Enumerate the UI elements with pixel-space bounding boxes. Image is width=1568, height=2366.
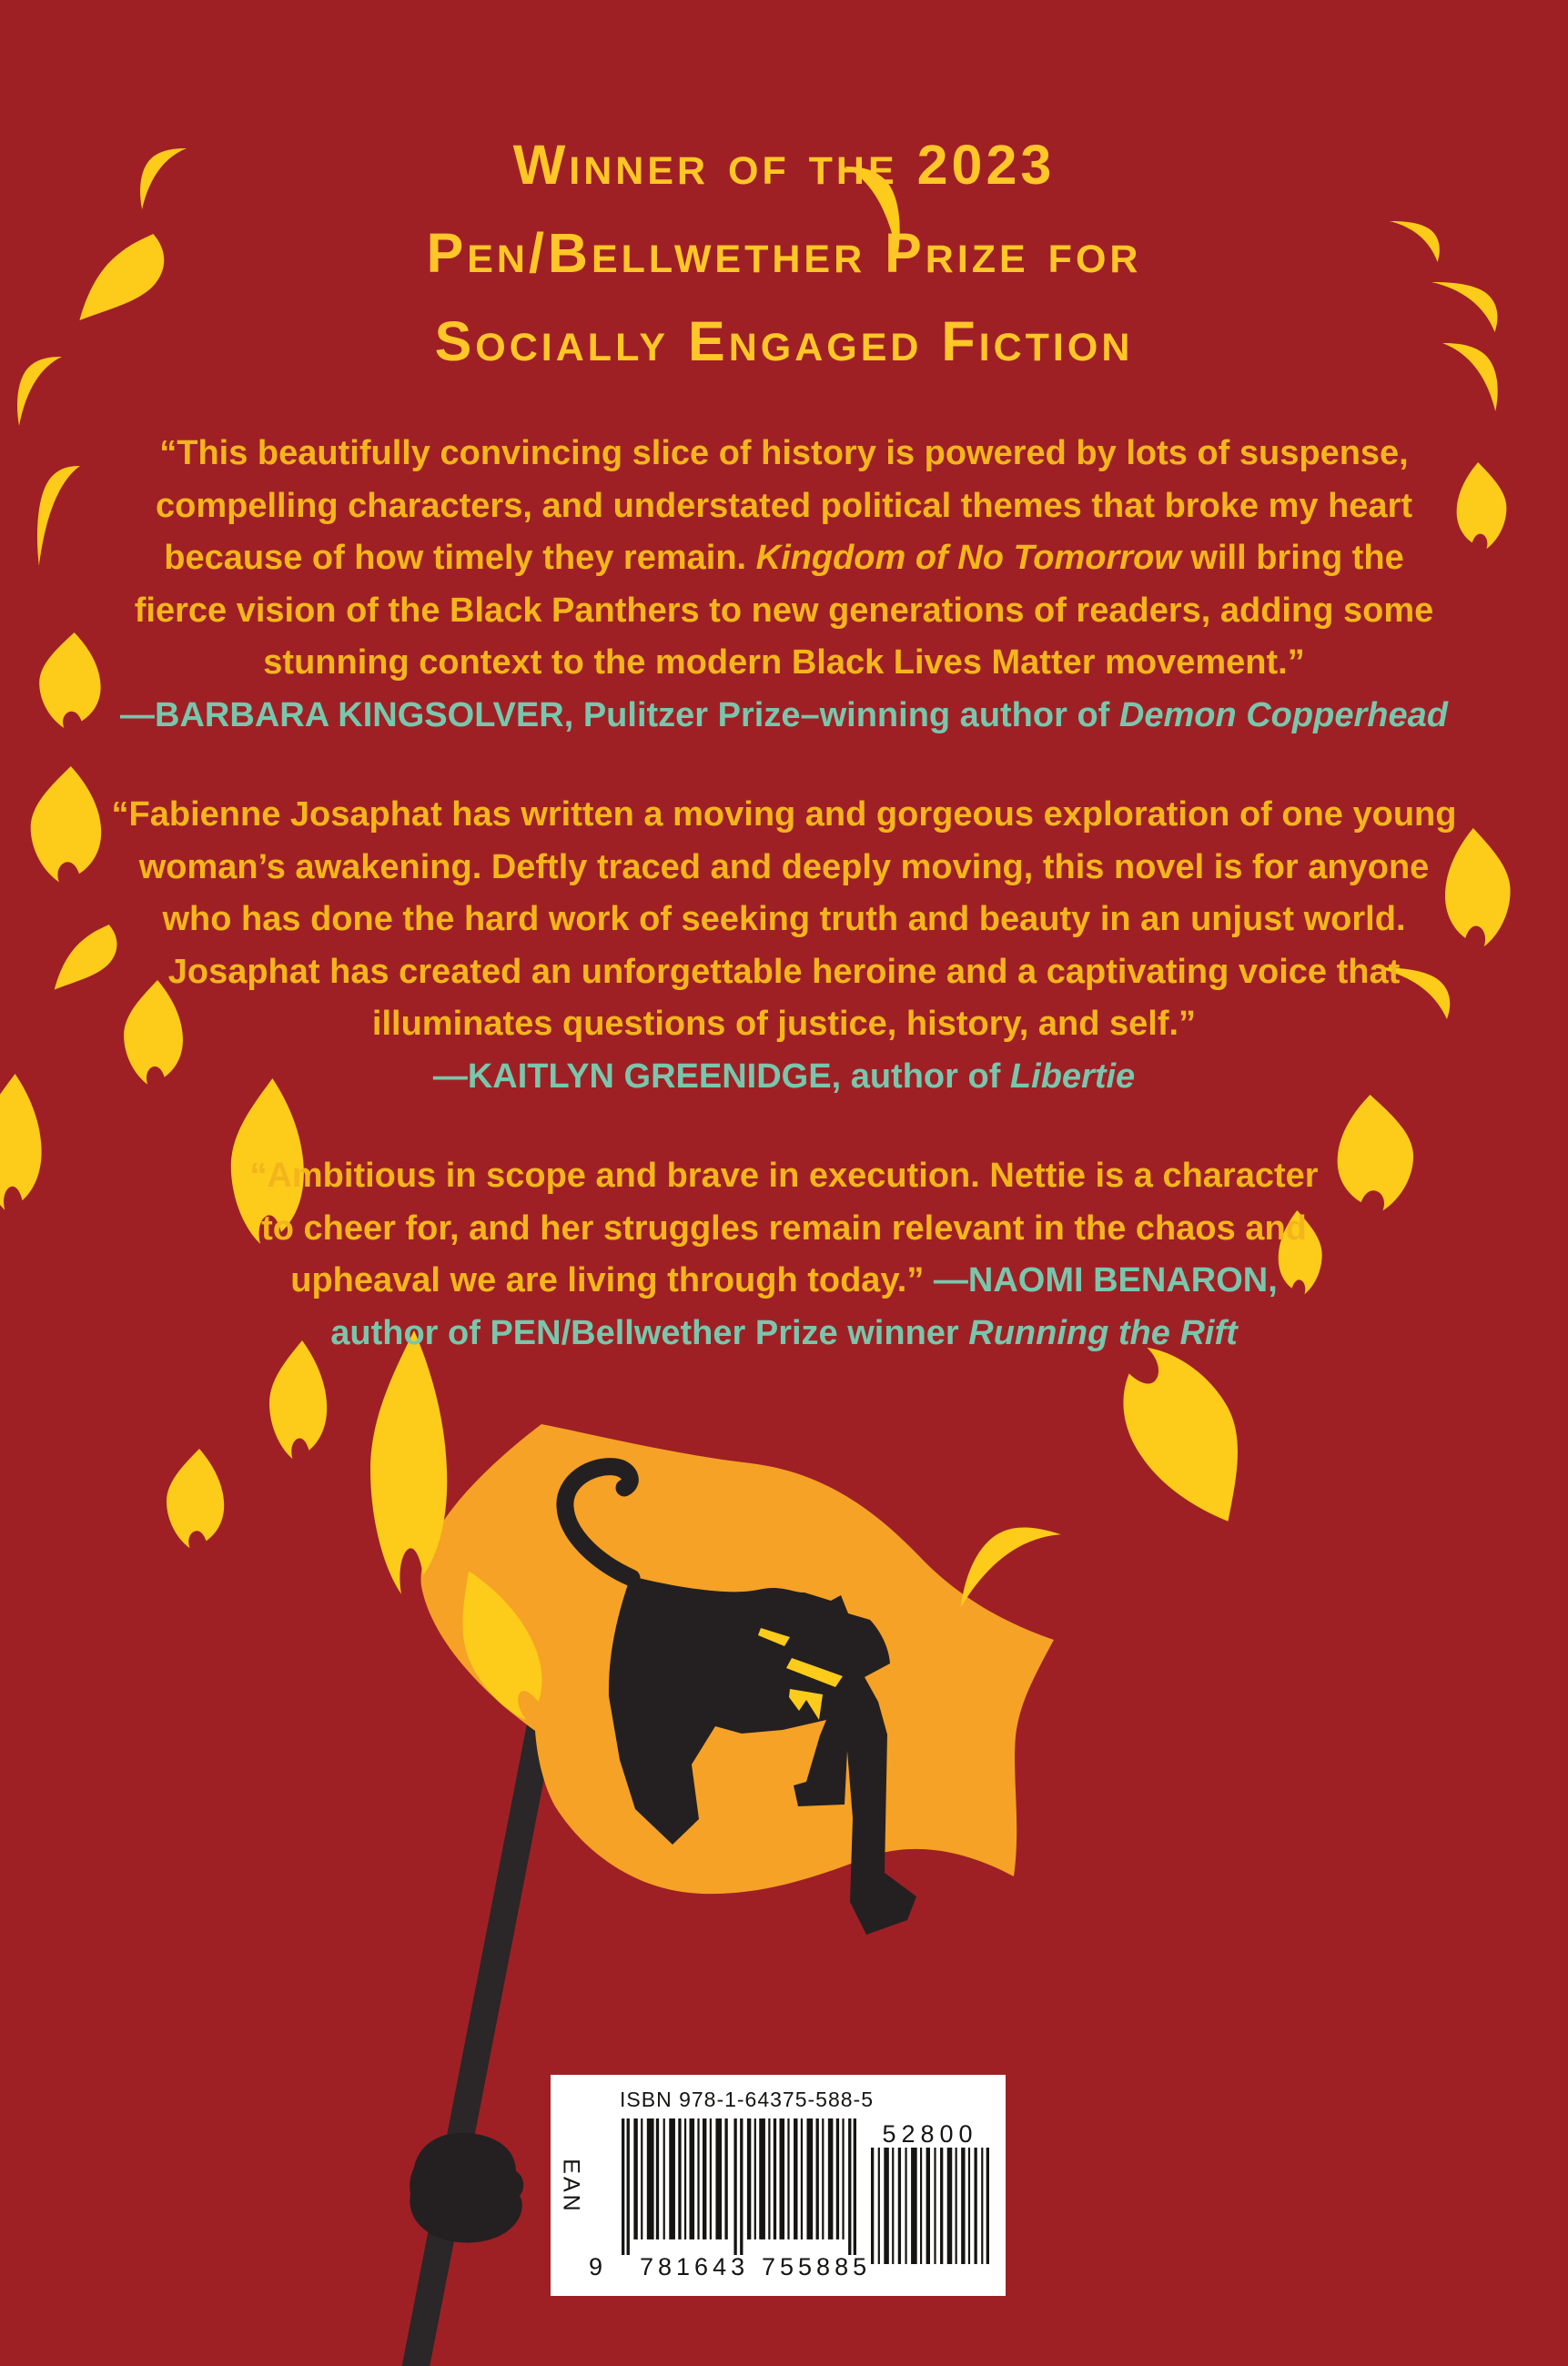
quote-text: stunning context to the modern Black Lives Matter movement.” [263,643,1305,682]
quote-text: “This beautifully convincing slice of history is powered by lots of suspense, [159,434,1409,472]
quote-text: “Ambitious in scope and brave in execution. Nettie is a character [249,1157,1319,1195]
isbn-number: ISBN 978-1-64375-588-5 [620,2088,874,2111]
quote-block-kingsolver [0,428,1568,742]
quote-text: fierce vision of the Black Panthers to new generations of readers, adding some [134,591,1434,630]
quote-line [0,1150,1568,1203]
flame-icon [167,1449,224,1548]
barcode-digit-lead: 9 [589,2253,608,2280]
quote-line [0,894,1568,946]
quote-line [0,428,1568,480]
quote-line [0,842,1568,895]
quote-line [0,1308,1568,1360]
attribution-text: —BARBARA KINGSOLVER, [120,695,574,734]
award-heading-line-1: Winner of the 2023 [512,134,1056,196]
attribution-text: author of PEN/Bellwether Prize winner [330,1313,969,1352]
attribution-text: Demon Copperhead [1118,695,1448,734]
quote-line [0,1203,1568,1256]
barcode-digit-group-1: 781643 [640,2253,750,2280]
attribution-text: Running the Rift [968,1313,1238,1352]
attribution-text: Libertie [1009,1057,1136,1096]
quote-text: Josaphat has created an unforgettable heroine and a captivating voice that [167,952,1401,991]
quote-text: who has done the hard work of seeking truth and beauty in an unjust world. [162,900,1406,938]
quote-line [0,998,1568,1051]
quote-line [0,690,1568,743]
quote-line [0,789,1568,842]
quote-line [0,946,1568,999]
flag-pole [414,1725,541,2366]
quote-text: woman’s awakening. Deftly traced and deeply moving, this novel is for anyone [138,847,1430,886]
award-heading [0,121,1568,386]
quote-line [0,637,1568,690]
barcode-panel [551,2075,1006,2296]
quote-text: illuminates questions of justice, history, and self.” [371,1005,1197,1043]
quote-text: compelling characters, and understated political themes that broke my heart [155,486,1413,525]
ean-label: EAN [558,2159,584,2214]
quote-text: Kingdom of No Tomorrow [755,539,1181,577]
attribution-text: Pulitzer Prize–winning author of [573,695,1119,734]
fist-icon [410,2133,523,2243]
quote-text: upheaval we are living through today.” [290,1261,934,1299]
quote-text: “Fabienne Josaphat has written a moving and gorgeous exploration of one young [111,795,1457,834]
attribution-text: —KAITLYN GREENIDGE, [432,1057,842,1096]
quote-line [0,480,1568,533]
barcode-addon [871,2148,989,2264]
quote-block-greenidge [0,789,1568,1103]
quote-line [0,1255,1568,1308]
quote-text: to cheer for, and her struggles remain relevant in the chaos and [261,1208,1307,1248]
barcode-addon-number: 52800 [882,2120,978,2148]
quote-line [0,532,1568,585]
quote-block-benaron [0,1150,1568,1360]
quote-text: will bring the [1180,539,1404,577]
flame-icon [1096,1328,1278,1543]
barcode-main [622,2118,856,2255]
attribution-text: —NAOMI BENARON, [933,1261,1278,1299]
quote-text: because of how timely they remain. [164,539,756,577]
award-heading-line-2: Pen/Bellwether Prize for [426,222,1142,284]
quote-line [0,1051,1568,1104]
attribution-text: author of [841,1057,1010,1096]
barcode-digit-group-2: 755885 [762,2253,872,2280]
award-heading-line-3: Socially Engaged Fiction [434,310,1134,372]
quote-line [0,585,1568,638]
